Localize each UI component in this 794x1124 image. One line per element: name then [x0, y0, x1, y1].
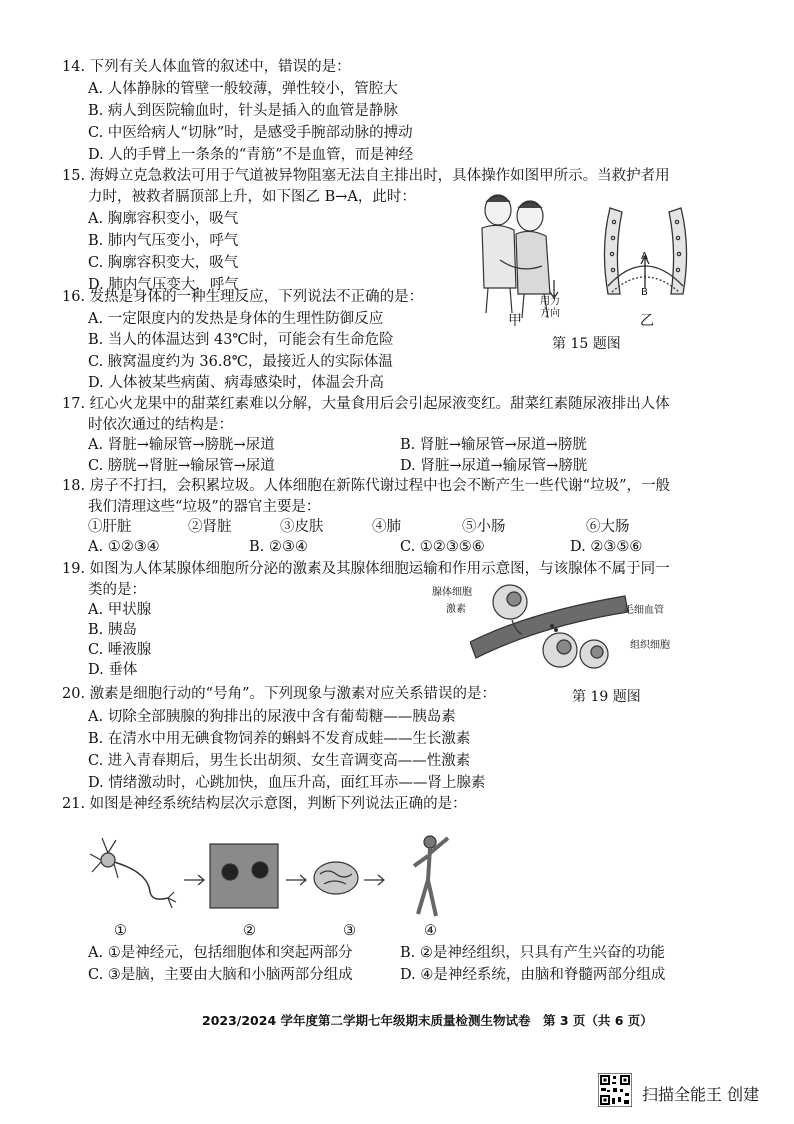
force-direction-label-1: 用力: [540, 296, 560, 307]
fig-number-3: ③: [343, 923, 356, 939]
q21-option-b: B. ②是神经组织，只具有产生兴奋的功能: [400, 945, 665, 961]
q17-option-d: D. 肾脏→尿道→输尿管→膀胱: [400, 458, 588, 474]
q18-option-d: D. ②③⑤⑥: [570, 539, 643, 555]
tissue-cell-label: 组织细胞: [630, 640, 670, 651]
q18-item-5: ⑤小肠: [462, 519, 506, 535]
figure-label-yi: 乙: [640, 313, 654, 329]
q17-option-c: C. 膀胱→肾脏→输尿管→尿道: [88, 458, 275, 474]
q15-option-b: B. 肺内气压变小，呼气: [88, 233, 239, 249]
q19-option-c: C. 唾液腺: [88, 642, 152, 658]
fig-number-2: ②: [243, 923, 256, 939]
q16-option-a: A. 一定限度内的发热是身体的生理性防御反应: [88, 311, 384, 327]
diaphragm-label-a: A: [641, 251, 648, 262]
q15-figure-caption: 第 15 题图: [552, 336, 621, 352]
q18-item-3: ③皮肤: [280, 519, 324, 535]
q14-option-d: D. 人的手臂上一条条的“青筋”不是血管，而是神经: [88, 147, 414, 163]
nervous-system-levels-figure: [88, 832, 478, 922]
q19-stem-line1: 19. 如图为人体某腺体细胞所分泌的激素及其腺体细胞运输和作用示意图，与该腺体不属于同一: [62, 561, 670, 577]
q18-option-b: B. ②③④: [249, 539, 308, 555]
q20-option-d: D. 情绪激动时，心跳加快，血压升高，面红耳赤——肾上腺素: [88, 775, 486, 791]
q18-stem-line2: 我们清理这些“垃圾”的器官主要是：: [88, 499, 321, 515]
q19-option-b: B. 胰岛: [88, 622, 137, 638]
q20-stem: 20. 激素是细胞行动的“号角”。下列现象与激素对应关系错误的是：: [62, 686, 496, 702]
q14-option-b: B. 病人到医院输血时，针头是插入的血管是静脉: [88, 103, 398, 119]
q21-option-d: D. ④是神经系统，由脑和脊髓两部分组成: [400, 967, 666, 983]
q19-stem-line2: 类的是：: [88, 582, 146, 598]
figure-label-jia: 甲: [508, 313, 522, 329]
q15-stem-line1: 15. 海姆立克急救法可用于气道被异物阻塞无法自主排出时，具体操作如图甲所示。当救护者用: [62, 168, 670, 184]
q20-option-c: C. 进入青春期后，男生长出胡须、女生音调变高——性激素: [88, 753, 471, 769]
q16-option-b: B. 当人的体温达到 43℃时，可能会有生命危险: [88, 332, 394, 348]
q15-option-a: A. 胸廓容积变小，吸气: [88, 211, 239, 227]
qr-code-icon: [598, 1073, 632, 1107]
q18-item-1: ①肝脏: [88, 519, 132, 535]
diaphragm-label-b: B: [641, 287, 648, 298]
q18-item-4: ④肺: [372, 519, 401, 535]
heimlich-people-figure: [470, 188, 585, 323]
q14-option-c: C. 中医给病人“切脉”时，是感受手腕部动脉的搏动: [88, 125, 413, 141]
q19-figure-caption: 第 19 题图: [572, 689, 641, 705]
q15-option-c: C. 胸廓容积变大，吸气: [88, 255, 239, 271]
q17-stem-line2: 时依次通过的结构是：: [88, 417, 233, 433]
q16-option-c: C. 腋窝温度约为 36.8℃，最接近人的实际体温: [88, 354, 393, 370]
q18-stem-line1: 18. 房子不打扫，会积累垃圾。人体细胞在新陈代谢过程中也会不断产生一些代谢“垃圾”，一般: [62, 478, 670, 494]
q18-option-c: C. ①②③⑤⑥: [400, 539, 485, 555]
q17-stem-line1: 17. 红心火龙果中的甜菜红素难以分解，大量食用后会引起尿液变红。甜菜红素随尿液排出人体: [62, 396, 670, 412]
q14-stem: 14. 下列有关人体血管的叙述中，错误的是：: [62, 59, 351, 75]
q19-option-d: D. 垂体: [88, 662, 138, 678]
fig-number-1: ①: [114, 923, 127, 939]
q15-option-d: D. 肺内气压变大，呼气: [88, 277, 239, 293]
q20-option-a: A. 切除全部胰腺的狗排出的尿液中含有葡萄糖——胰岛素: [88, 709, 456, 725]
q16-stem: 16. 发热是身体的一种生理反应，下列说法不正确的是：: [62, 289, 424, 305]
q18-item-6: ⑥大肠: [586, 519, 630, 535]
q18-item-2: ②肾脏: [188, 519, 232, 535]
q16-option-d: D. 人体被某些病菌、病毒感染时，体温会升高: [88, 375, 384, 391]
q21-option-c: C. ③是脑，主要由大脑和小脑两部分组成: [88, 967, 353, 983]
force-direction-label-2: 方向: [540, 308, 560, 319]
q21-stem: 21. 如图是神经系统结构层次示意图，判断下列说法正确的是：: [62, 796, 467, 812]
q17-option-a: A. 肾脏→输尿管→膀胱→尿道: [88, 437, 275, 453]
scanner-brand-text: 扫描全能王 创建: [642, 1085, 760, 1104]
q21-option-a: A. ①是神经元，包括细胞体和突起两部分: [88, 945, 353, 961]
fig-number-4: ④: [424, 923, 437, 939]
q15-stem-line2: 力时，被救者膈顶部上升，如下图乙 B→A，此时：: [88, 189, 416, 205]
gland-cell-label: 腺体细胞: [432, 587, 472, 598]
capillary-label: 毛细血管: [624, 605, 664, 616]
page-footer: 2023/2024 学年度第二学期七年级期末质量检测生物试卷 第 3 页（共 6 页）: [202, 1013, 653, 1028]
q20-option-b: B. 在清水中用无碘食物饲养的蝌蚪不发育成蛙——生长激素: [88, 731, 471, 747]
q17-option-b: B. 肾脏→输尿管→尿道→膀胱: [400, 437, 587, 453]
q19-option-a: A. 甲状腺: [88, 602, 152, 618]
q14-option-a: A. 人体静脉的管壁一般较薄，弹性较小，管腔大: [88, 81, 398, 97]
hormone-label: 激素: [446, 604, 466, 615]
gland-cell-figure: [470, 582, 630, 682]
q18-option-a: A. ①②③④: [88, 539, 160, 555]
